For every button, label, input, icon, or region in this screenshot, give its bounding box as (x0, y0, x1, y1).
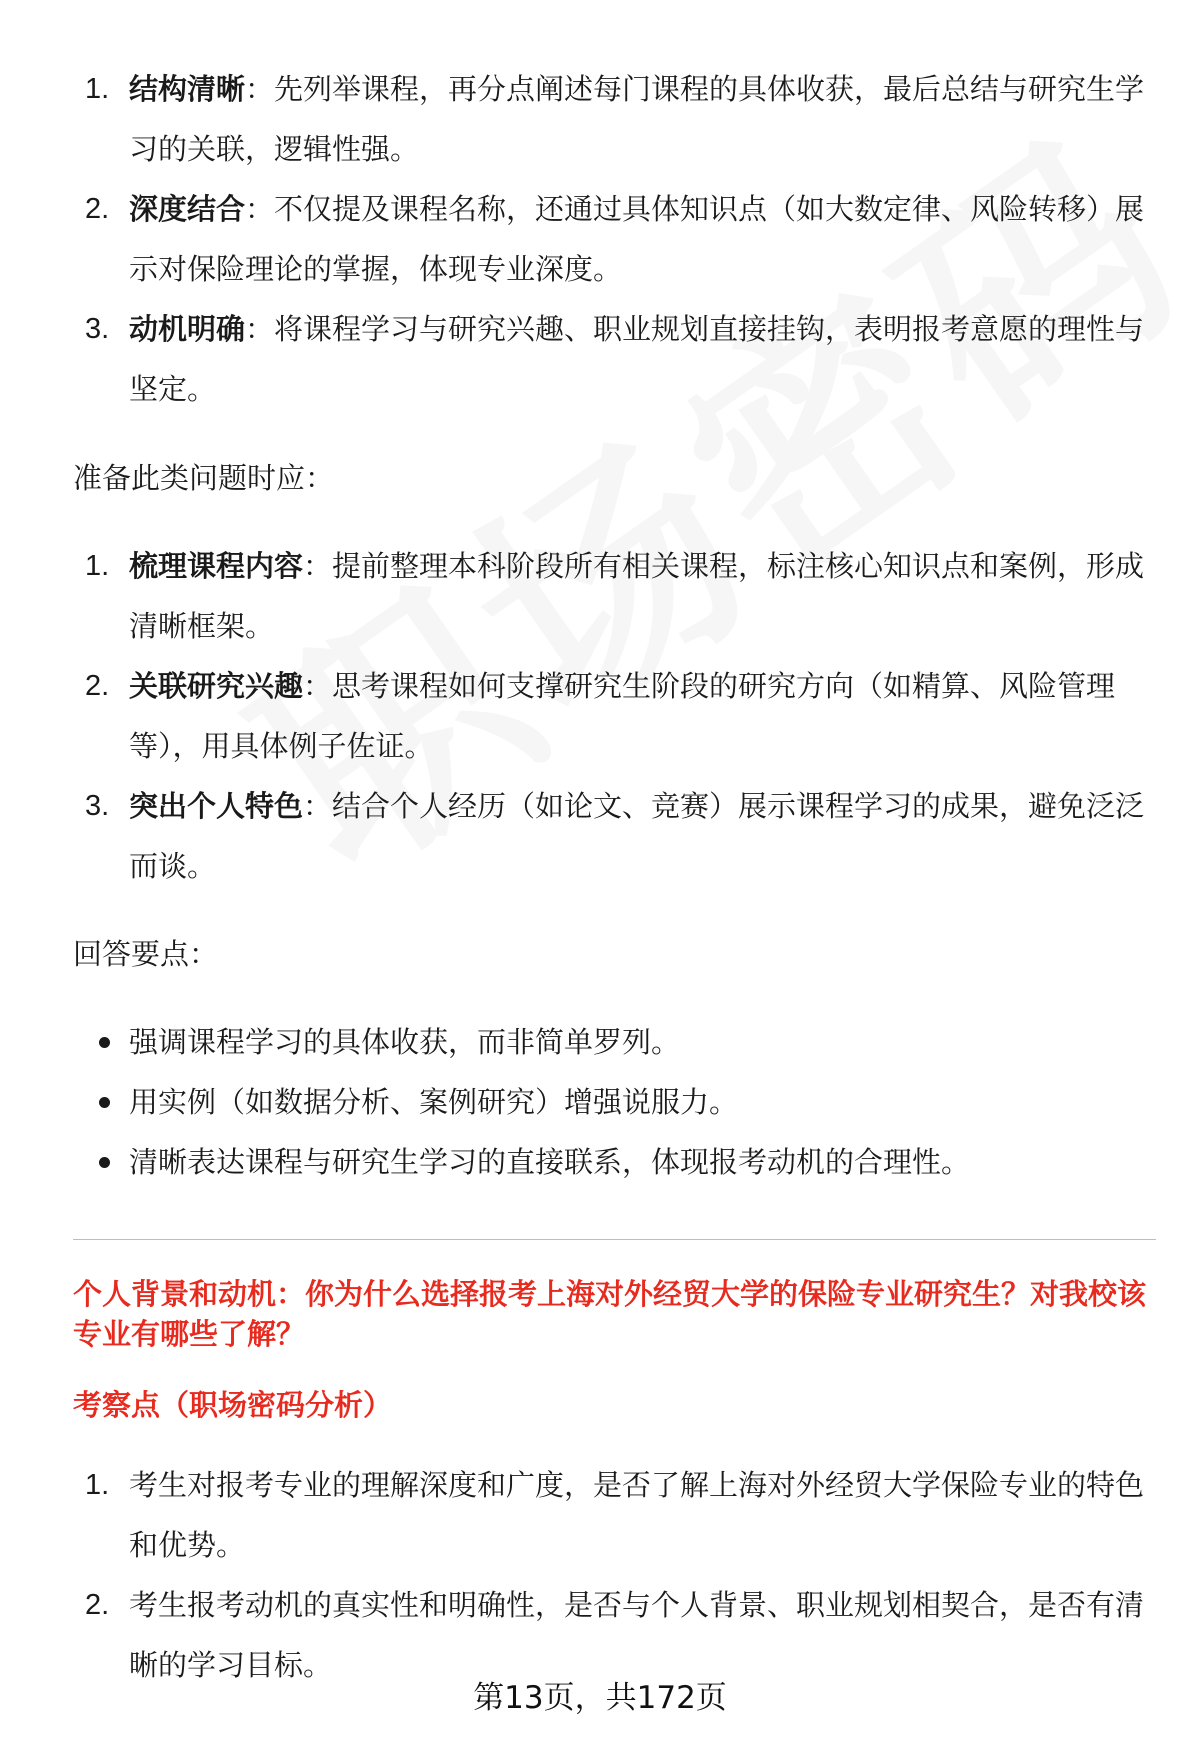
list-number: 2. (85, 1589, 110, 1621)
list-item-text: ：提前整理本科阶段所有相关课程，标注核心知识点和案例，形成清晰框架。 (129, 549, 1145, 643)
list-item-title: 结构清晰 (129, 72, 246, 106)
question-heading: 个人背景和动机：你为什么选择报考上海对外经贸大学的保险专业研究生？对我校该专业有哪些了解？ (73, 1277, 1147, 1351)
prepare-list (73, 536, 1153, 896)
question-points-list (73, 1455, 1153, 1695)
list-item-text: ：将课程学习与研究兴趣、职业规划直接挂钩，表明报考意愿的理性与坚定。 (129, 312, 1145, 406)
list-item-text: ：不仅提及课程名称，还通过具体知识点（如大数定律、风险转移）展示对保险理论的掌握，体现专业深度。 (129, 192, 1145, 286)
list-number: 3. (85, 790, 110, 822)
list-number: 1. (85, 1469, 110, 1501)
answer-points-label: 回答要点： (73, 937, 219, 971)
list-item-title: 梳理课程内容 (129, 549, 304, 583)
bullet-icon (99, 1037, 110, 1048)
bullet-text: 强调课程学习的具体收获，而非简单罗列。 (129, 1025, 681, 1059)
list-number: 3. (85, 313, 110, 345)
bullet-text: 清晰表达课程与研究生学习的直接联系，体现报考动机的合理性。 (129, 1145, 971, 1179)
list-item-text: ：先列举课程，再分点阐述每门课程的具体收获，最后总结与研究生学习的关联，逻辑性强。 (129, 72, 1145, 166)
list-item (73, 299, 1153, 419)
analysis-list (73, 59, 1153, 419)
list-item-text: 考生对报考专业的理解深度和广度，是否了解上海对外经贸大学保险专业的特色和优势。 (129, 1468, 1145, 1562)
list-item-title: 突出个人特色 (129, 789, 304, 823)
list-item (73, 536, 1153, 656)
list-item-text: ：结合个人经历（如论文、竞赛）展示课程学习的成果，避免泛泛而谈。 (129, 789, 1145, 883)
list-number: 1. (85, 73, 110, 105)
list-item (73, 179, 1153, 299)
list-item-text: 考生报考动机的真实性和明确性，是否与个人背景、职业规划相契合，是否有清晰的学习目标。 (129, 1588, 1145, 1682)
list-item (73, 776, 1153, 896)
list-number: 1. (85, 550, 110, 582)
list-number: 2. (85, 670, 110, 702)
answer-points-list (73, 1012, 1153, 1192)
list-item (73, 656, 1153, 776)
page-footer: 第13页，共172页 (473, 1680, 727, 1716)
question-subheading: 考察点（职场密码分析） (73, 1388, 393, 1422)
list-item (73, 1575, 1153, 1695)
bullet-icon (99, 1157, 110, 1168)
prepare-label: 准备此类问题时应： (73, 461, 335, 495)
bullet-item (73, 1072, 1153, 1132)
list-item-text: ：思考课程如何支撑研究生阶段的研究方向（如精算、风险管理等），用具体例子佐证。 (129, 669, 1116, 763)
bullet-icon (99, 1097, 110, 1108)
bullet-item (73, 1012, 1153, 1072)
list-number: 2. (85, 193, 110, 225)
bullet-text: 用实例（如数据分析、案例研究）增强说服力。 (129, 1085, 739, 1119)
list-item (73, 59, 1153, 179)
list-item-title: 动机明确 (129, 312, 246, 346)
list-item (73, 1455, 1153, 1575)
list-item-title: 关联研究兴趣 (129, 669, 304, 703)
list-item-title: 深度结合 (129, 192, 246, 226)
bullet-item (73, 1132, 1153, 1192)
section-divider (73, 1239, 1156, 1240)
